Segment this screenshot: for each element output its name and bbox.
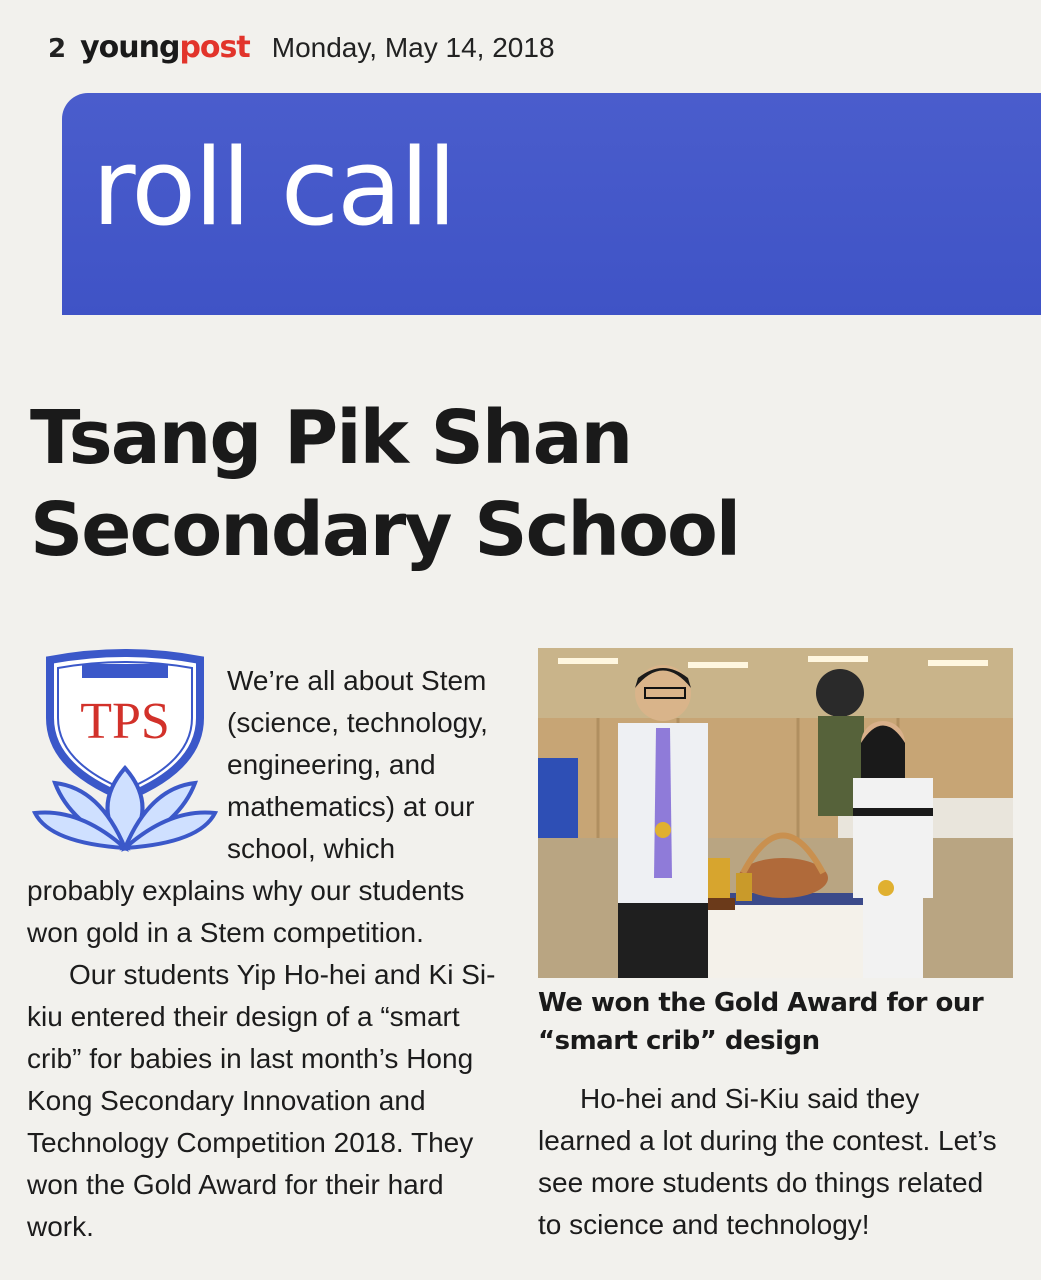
headline-line-2: Secondary School [30, 487, 740, 573]
svg-text:TPS: TPS [80, 693, 170, 750]
school-crest-logo [30, 648, 220, 858]
photo-caption: We won the Gold Award for our “smart crib” design [538, 988, 984, 1056]
brand-post: post [179, 30, 250, 65]
section-title: roll call [92, 126, 455, 249]
brand-young: young [80, 30, 180, 65]
section-banner [62, 93, 1041, 315]
headline-line-1: Tsang Pik Shan [30, 395, 632, 481]
page-header [48, 30, 555, 74]
article-paragraph-2 [27, 954, 517, 1248]
page-number: 2 [48, 34, 67, 64]
brand-logo [80, 30, 250, 65]
article-headline [30, 392, 790, 576]
paragraph-2-text: Our students Yip Ho-hei and Ki Si-kiu entered their design of a “smart crib” for babies in last month’s Hong Kong Secondary Innovation and Technology Competition 2018. They won the Gold Award for their hard work. [27, 959, 496, 1242]
article-intro-continued: probably explains why our students won gold in a Stem competition. [27, 875, 465, 948]
paragraph-3-text: Ho-hei and Si-Kiu said they learned a lot during the contest. Let’s see more students do things related to science and technology! [538, 1083, 997, 1240]
article-paragraph-3 [538, 1078, 1008, 1246]
issue-date: Monday, May 14, 2018 [271, 32, 555, 63]
article-intro: We’re all about Stem (science, technology, engineering, and mathematics) at our school, which [227, 665, 488, 864]
award-photo [538, 648, 1013, 978]
